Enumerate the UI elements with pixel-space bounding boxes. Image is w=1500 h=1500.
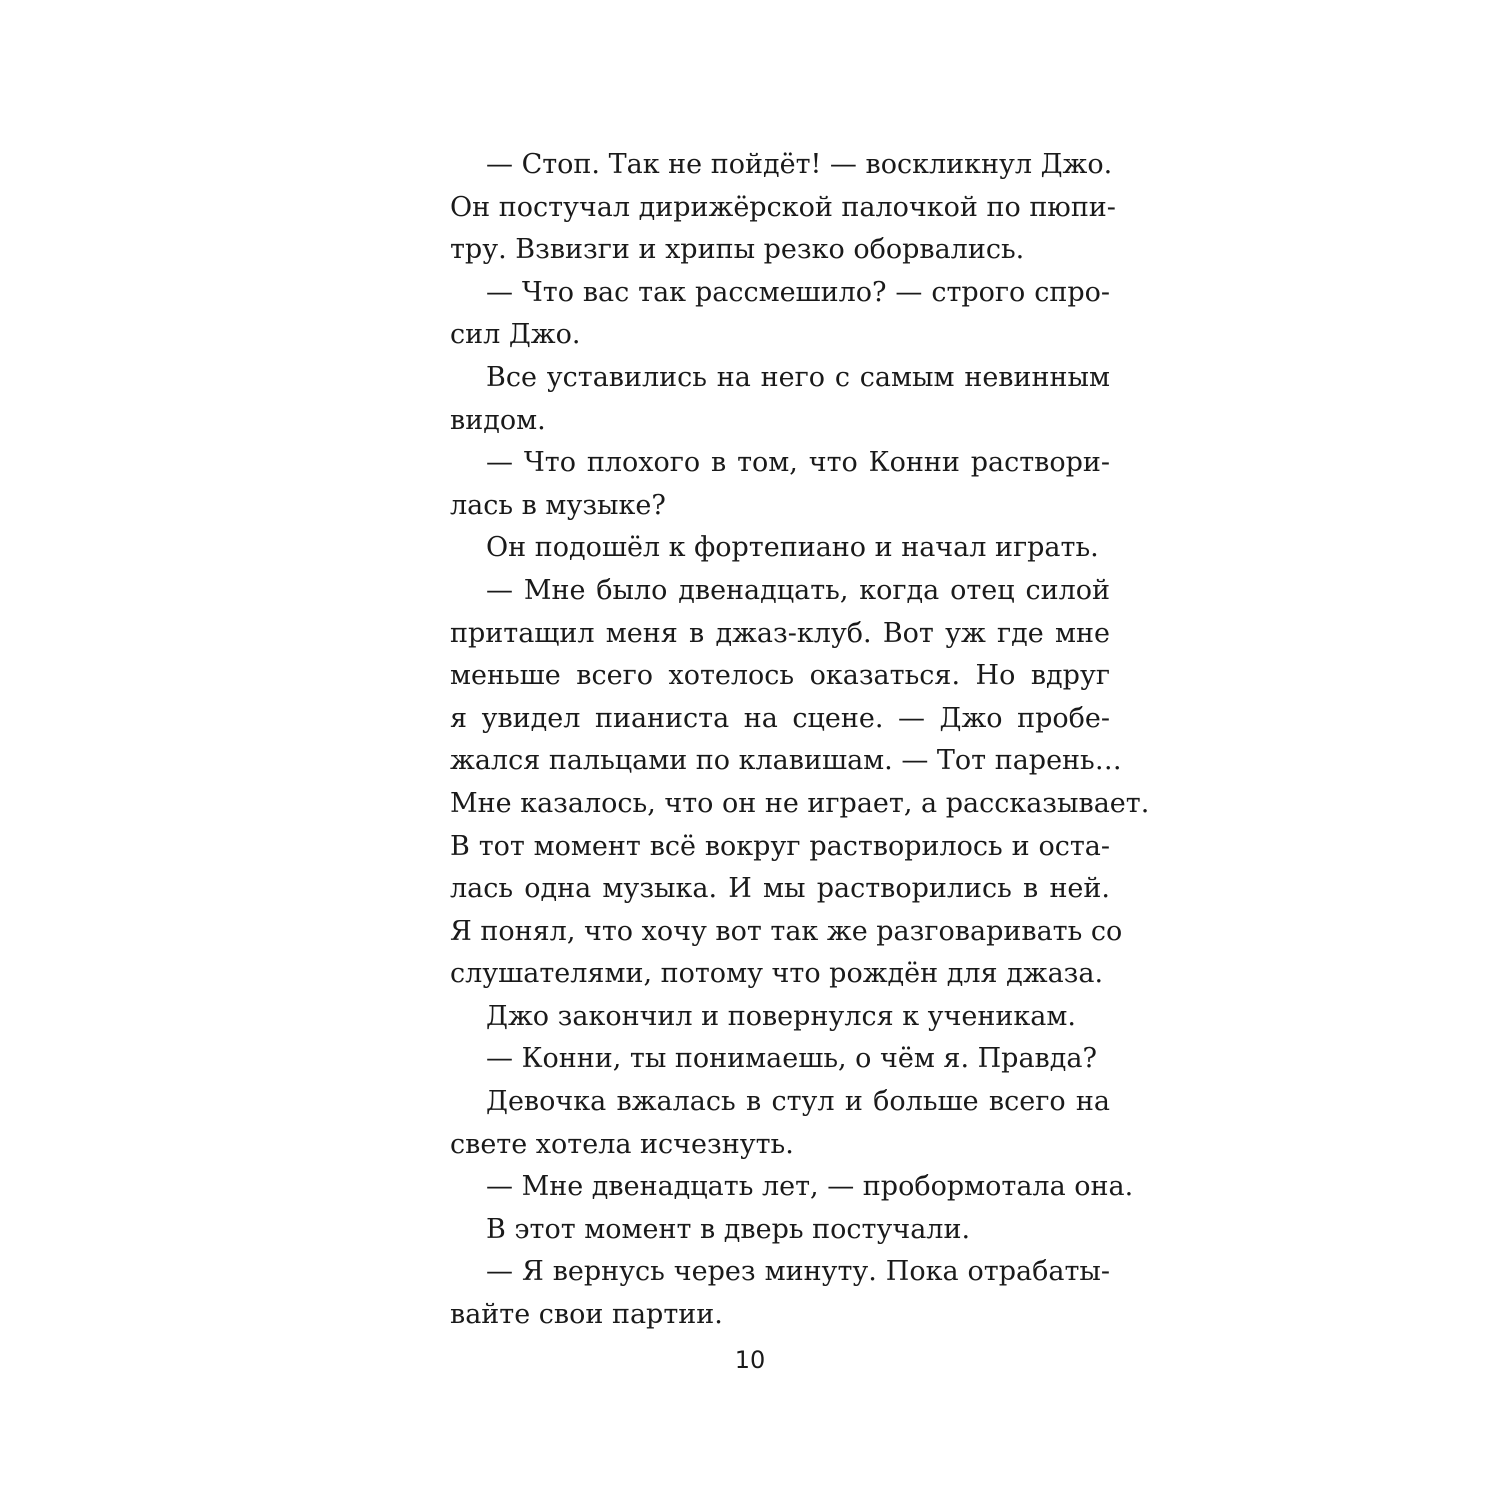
text-line: Мне казалось, что он не играет, а рассказывает. [450, 787, 1150, 819]
text-line: Я понял, что хочу вот так же разговаривать со [450, 915, 1123, 947]
text-line: лась одна музыка. И мы растворились в ней. [450, 873, 1110, 905]
text-line: — Я вернусь через минуту. Пока отрабаты- [486, 1256, 1110, 1288]
text-line: Джо закончил и повернулся к ученикам. [486, 1000, 1076, 1032]
text-line: — Стоп. Так не пойдёт! — воскликнул Джо. [486, 149, 1113, 180]
text-line: меньше всего хотелось оказаться. Но вдруг [450, 660, 1110, 692]
text-line: сил Джо. [450, 319, 581, 351]
text-line: слушателями, потому что рождён для джаза. [450, 958, 1104, 990]
text-line: Все уставились на него с самым невинным [486, 361, 1110, 393]
text-line: Он подошёл к фортепиано и начал играть. [486, 532, 1099, 564]
text-line: видом. [450, 404, 546, 436]
text-line: я увидел пианиста на сцене. — Джо пробе- [450, 702, 1110, 734]
text-line: — Конни, ты понимаешь, о чём я. Правда? [486, 1043, 1097, 1075]
text-line: Он постучал дирижёрской палочкой по пюпи- [450, 191, 1116, 223]
text-line: вайте свои партии. [450, 1299, 723, 1331]
text-line: В тот момент всё вокруг растворилось и оста- [450, 830, 1110, 862]
text-line: — Мне двенадцать лет, — пробормотала она. [486, 1171, 1134, 1203]
text-line: Девочка вжалась в стул и больше всего на [486, 1086, 1110, 1118]
text-line: свете хотела исчезнуть. [450, 1128, 794, 1160]
text-line: притащил меня в джаз-клуб. Вот уж где мне [450, 617, 1110, 649]
text-line: тру. Взвизги и хрипы резко оборвались. [450, 234, 1025, 266]
page-number: 10 [734, 1346, 766, 1374]
text-line: — Что вас так рассмешило? — строго спро- [486, 276, 1110, 308]
text-line: В этот момент в дверь постучали. [486, 1213, 971, 1245]
text-line: — Что плохого в том, что Конни раствори- [486, 447, 1110, 479]
body-text [450, 144, 1150, 1337]
text-line: — Мне было двенадцать, когда отец силой [486, 574, 1110, 606]
text-line: лась в музыке? [450, 489, 666, 521]
text-line: жался пальцами по клавишам. — Тот парень… [450, 745, 1122, 777]
